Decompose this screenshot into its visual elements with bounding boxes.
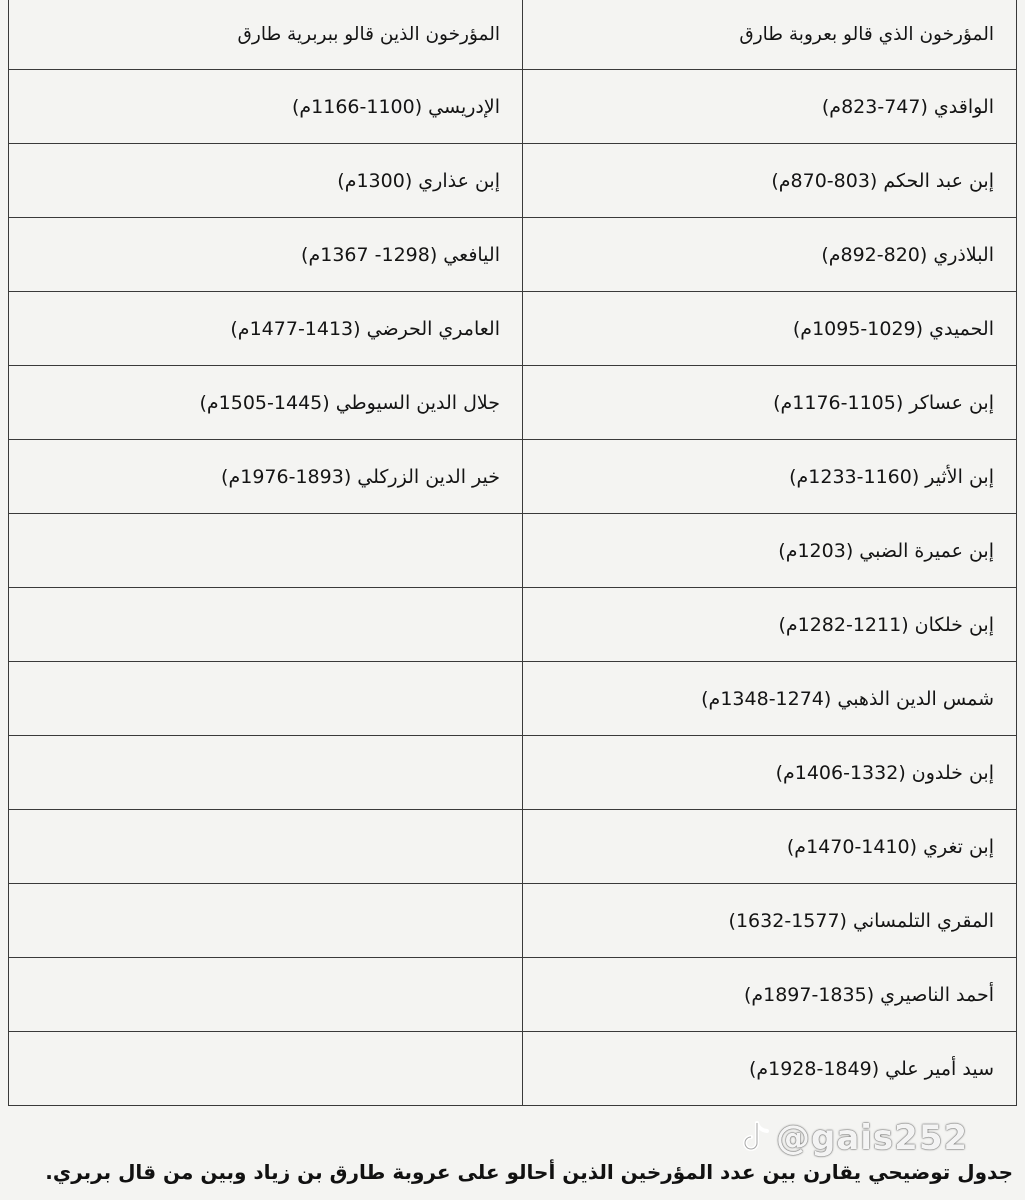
cell-arab: المقري التلمساني (1577-1632) [523, 884, 1017, 958]
watermark-handle: @gais252 [776, 1118, 969, 1158]
table-row [9, 810, 1017, 884]
table-row [9, 662, 1017, 736]
cell-arab: إبن خلكان (1211-1282م) [523, 588, 1017, 662]
table-row [9, 736, 1017, 810]
tiktok-watermark [740, 1118, 968, 1158]
cell-arab: إبن خلدون (1332-1406م) [523, 736, 1017, 810]
cell-arab: إبن تغري (1410-1470م) [523, 810, 1017, 884]
table-row [9, 588, 1017, 662]
table-row [9, 440, 1017, 514]
cell-berber [9, 958, 523, 1032]
cell-berber: جلال الدين السيوطي (1445-1505م) [9, 366, 523, 440]
table-header-row [9, 0, 1017, 70]
cell-berber: إبن عذاري (1300م) [9, 144, 523, 218]
cell-arab: الواقدي (747-823م) [523, 70, 1017, 144]
table-row [9, 70, 1017, 144]
table-row [9, 366, 1017, 440]
cell-berber [9, 1032, 523, 1106]
cell-arab: الحميدي (1029-1095م) [523, 292, 1017, 366]
table-row [9, 884, 1017, 958]
cell-arab: سيد أمير علي (1849-1928م) [523, 1032, 1017, 1106]
tiktok-logo-icon [740, 1120, 770, 1156]
cell-berber: الإدريسي (1100-1166م) [9, 70, 523, 144]
cell-berber [9, 810, 523, 884]
cell-berber: العامري الحرضي (1413-1477م) [9, 292, 523, 366]
table-row [9, 144, 1017, 218]
cell-arab: أحمد الناصيري (1835-1897م) [523, 958, 1017, 1032]
header-arab-origin: المؤرخون الذي قالو بعروبة طارق [523, 0, 1017, 70]
table-row [9, 218, 1017, 292]
cell-berber [9, 736, 523, 810]
table-row [9, 1032, 1017, 1106]
cell-arab: إبن عساكر (1105-1176م) [523, 366, 1017, 440]
cell-arab: البلاذري (820-892م) [523, 218, 1017, 292]
historians-table [8, 0, 1017, 1106]
cell-arab: إبن الأثير (1160-1233م) [523, 440, 1017, 514]
table-caption: جدول توضيحي يقارن بين عدد المؤرخين الذين أحالو على عروبة طارق بن زياد وبين من قال بربري. [45, 1160, 1013, 1184]
cell-berber: خير الدين الزركلي (1893-1976م) [9, 440, 523, 514]
table-row [9, 958, 1017, 1032]
cell-arab: إبن عبد الحكم (803-870م) [523, 144, 1017, 218]
table-row [9, 514, 1017, 588]
cell-berber [9, 588, 523, 662]
cell-berber [9, 884, 523, 958]
table-row [9, 292, 1017, 366]
header-berber-origin: المؤرخون الذين قالو ببربرية طارق [9, 0, 523, 70]
cell-berber: اليافعي (1298- 1367م) [9, 218, 523, 292]
cell-berber [9, 662, 523, 736]
cell-arab: إبن عميرة الضبي (1203م) [523, 514, 1017, 588]
cell-berber [9, 514, 523, 588]
cell-arab: شمس الدين الذهبي (1274-1348م) [523, 662, 1017, 736]
